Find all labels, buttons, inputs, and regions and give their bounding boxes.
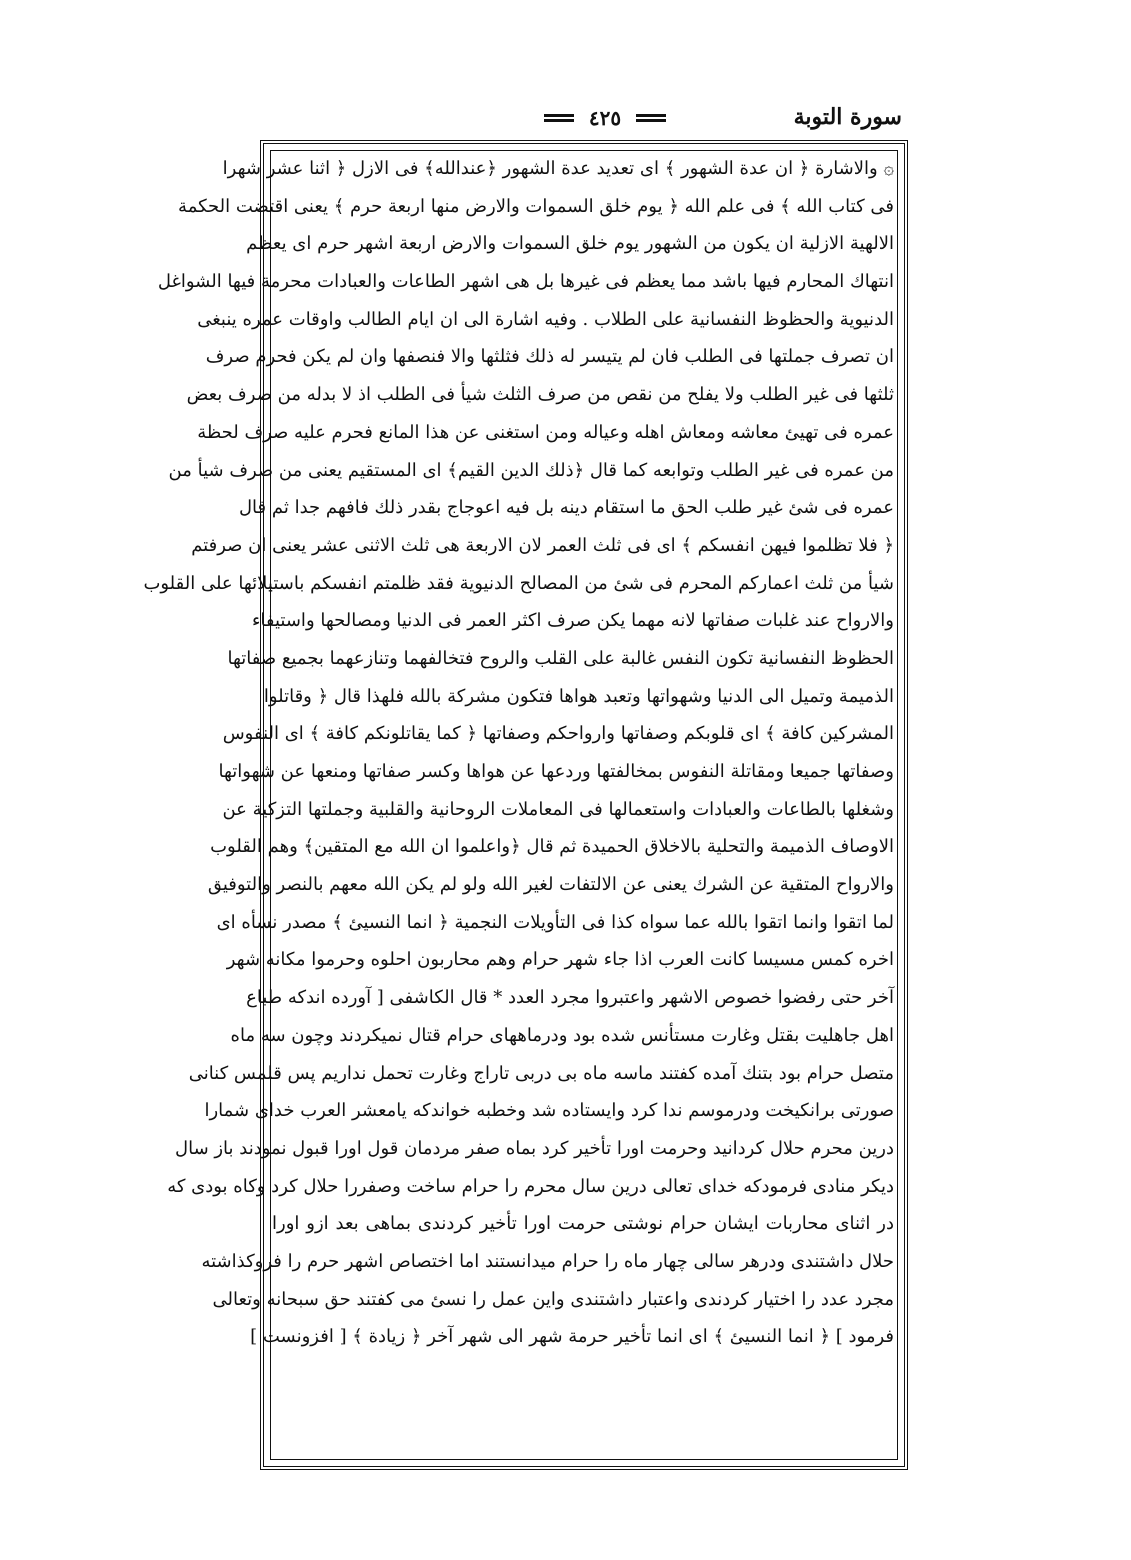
text-line: لما اتقوا وانما اتقوا بالله عما سواه كذا فى التأويلات النجمية ﴿ انما النسيئ ﴾ مصدر نسأه اى [216,911,894,933]
commentary-body [143,150,894,1356]
text-line: حلال داشتندى ودرهر سالى چهار ماه را حرام ميدانستند اما اختصاص اشهر حرم را فروكذاشته [201,1250,894,1272]
text-line: شيأ من ثلث اعماركم المحرم فى شئ من المصالح الدنيوية فقد ظلمتم انفسكم باستيلائها على القلوب [143,572,894,594]
text-line: ﴿ فلا تظلموا فيهن انفسكم ﴾ اى فى ثلث العمر لان الاربعة هى ثلث الاثنى عشر يعنى ان صرفتم [191,534,894,556]
text-line: الدنيوية والحظوظ النفسانية على الطلاب . وفيه اشارة الى ان ايام الطالب واوقات عمره ينبغى [197,308,894,330]
text-line: آخر حتى رفضوا خصوص الاشهر واعتبروا مجرد العدد * قال الكاشفى [ آورده اندكه طباع [246,987,894,1009]
text-line: درين محرم حلال كردانيد وحرمت اورا تأخير كرد بماه صفر مردمان قول اورا قبول نمودند باز سال [175,1137,894,1159]
text-line: ان تصرف جملتها فى الطلب فان لم يتيسر له ذلك فثلثها والا فنصفها وان لم يكن فحرم صرف [205,346,894,368]
page-number-ornament [540,104,670,130]
text-line: اخره كمس مسيسا كانت العرب اذا جاء شهر حرام وهم محاربون احلوه وحرموا مكانه شهر [226,949,894,971]
surah-title: سورة التوبة [793,104,902,130]
text-line: الحظوظ النفسانية تكون النفس غالبة على القلب والروح فتخالفهما وتنازعهما بجميع صفاتها [227,647,894,669]
page-header [258,102,902,142]
text-line: المشركين كافة ﴾ اى قلوبكم وصفاتها وارواحكم وصفاتها ﴿ كما يقاتلونكم كافة ﴾ اى النفوس [222,723,894,745]
text-line: من عمره فى غير الطلب وتوابعه كما قال ﴿ذلك الدين القيم﴾ اى المستقيم يعنى من صرف شيأ من [168,459,894,481]
text-line: اهل جاهليت بقتل وغارت مستأنس شده بود ودرماههاى حرام قتال نميكردند وچون سه ماه [230,1024,894,1046]
ornament-right [636,114,666,122]
text-line: وصفاتها جميعا ومقاتلة النفوس بمخالفتها وردعها عن هواها وكسر صفاتها ومنعها عن شهواتها [218,761,894,782]
text-line: ۞ والاشارة ﴿ ان عدة الشهور ﴾ اى تعديد عدة الشهور ﴿عندالله﴾ فى الازل ﴿ اثنا عشر شهرا [222,158,894,179]
text-line: فى كتاب الله ﴾ فى علم الله ﴿ يوم خلق السموات والارض منها اربعة حرم ﴾ يعنى اقتضت الحكمة [178,195,894,217]
text-line: الالهية الازلية ان يكون من الشهور يوم خلق السموات والارض اربعة اشهر حرم اى يعظم [246,233,894,255]
text-line: در اثناى محاربات ايشان حرام نوشتى حرمت اورا تأخير كردندى بماهى بعد ازو اورا [272,1213,894,1235]
text-line: الذميمة وتميل الى الدنيا وشهواتها وتعبد هواها فتكون مشركة بالله فلهذا قال ﴿ وقاتلوا [263,685,894,707]
text-line: مجرد عدد را اختيار كردندى واعتبار داشتندى واين عمل را نسئ مى كفتند حق سبحانه وتعالى [212,1288,894,1310]
text-line: متصل حرام بود بتنك آمده كفتند ماسه ماه بى دربى تاراج وغارت تحمل نداريم پس قلمس كنانى [188,1062,894,1084]
text-line: وشغلها بالطاعات والعبادات واستعمالها فى المعاملات الروحانية والقلبية وجملتها التزكية عن [222,798,894,820]
text-line: الاوصاف الذميمة والتحلية بالاخلاق الحميدة ثم قال ﴿واعلموا ان الله مع المتقين﴾ وهم القلوب [210,836,894,858]
text-line: عمره فى تهيئ معاشه ومعاش اهله وعياله ومن استغنى عن هذا المانع فحرم عليه صرف لحظة [197,421,894,443]
text-line: ديكر منادى فرمودكه خداى تعالى درين سال محرم را حرام ساخت وصفررا حلال كرد وكاه بودى كه [167,1175,894,1197]
text-line: صورتى برانكيخت ودرموسم ندا كرد وايستاده شد وخطبه خواندكه يامعشر العرب خداى شمارا [204,1100,894,1122]
text-line: انتهاك المحارم فيها باشد مما يعظم فى غيرها بل هى اشهر الطاعات والعبادات محرمة فيها الشواغل [157,271,894,293]
text-line: والارواح عند غلبات صفاتها لانه مهما يكن صرف اكثر العمر فى الدنيا ومصالحها واستيفاء [251,610,894,632]
text-line: والارواح المتقية عن الشرك يعنى عن الالتفات لغير الله ولو لم يكن الله معهم بالنصر والتوفيق [207,874,894,896]
text-line: ثلثها فى غير الطلب ولا يفلح من نقص من صرف الثلث شيأ فى الطلب اذ لا بدله من صرف بعض [186,384,894,406]
page-number: ٤٢٥ [588,105,622,130]
text-line: فرمود ] ﴿ انما النسيئ ﴾ اى انما تأخير حرمة شهر الى شهر آخر ﴿ زيادة ﴾ [ افزونست ] [250,1326,894,1348]
ornament-left [544,114,574,122]
text-line: عمره فى شئ غير طلب الحق ما استقام دينه بل فيه اعوجاج بقدر ذلك فافهم جدا ثم قال [238,497,894,519]
